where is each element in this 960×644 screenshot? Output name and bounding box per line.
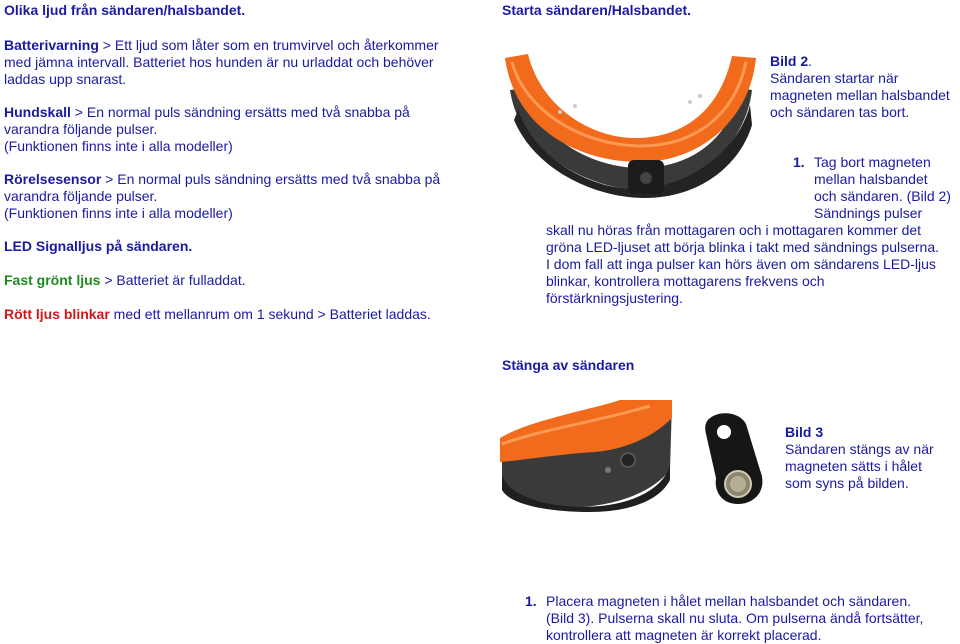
- start-heading: Starta sändaren/Halsbandet.: [502, 2, 692, 18]
- figure-2-title-dot: .: [808, 53, 813, 69]
- step-1-line: Sändnings pulser: [814, 205, 923, 221]
- bark-title: Hundskall: [4, 104, 71, 120]
- motion-sensor-text: varandra följande pulser.: [4, 188, 158, 204]
- step-2-line: (Bild 3). Pulserna skall nu sluta. Om pulserna ändå fortsätter,: [546, 610, 924, 626]
- figure-2-text: magneten mellan halsbandet: [770, 87, 950, 103]
- step-2-line: kontrollera att magneten är korrekt placerad.: [546, 627, 822, 643]
- figure-2-title: Bild 2: [770, 53, 809, 69]
- step-1-line: I dom fall att inga pulser kan hörs även om sändarens LED-ljus: [546, 256, 936, 272]
- red-light-line: [4, 306, 474, 323]
- step-1-line: Tag bort magneten: [814, 154, 931, 170]
- magnet-image: [700, 410, 770, 506]
- motion-sensor-text: > En normal puls sändning ersätts med två snabba på: [101, 171, 441, 187]
- led-heading: LED Signalljus på sändaren.: [4, 238, 193, 254]
- motion-sensor-note: (Funktionen finns inte i alla modeller): [4, 205, 233, 221]
- figure-3-text: magneten sätts i hålet: [785, 458, 922, 474]
- figure-2-text: Sändaren startar när: [770, 70, 899, 86]
- step-1-line: och sändaren. (Bild 2): [814, 188, 951, 204]
- bark-note: (Funktionen finns inte i alla modeller): [4, 138, 233, 154]
- section-heading-sounds: Olika ljud från sändaren/halsbandet.: [4, 2, 246, 18]
- battery-warning-text: med jämna intervall. Batteriet hos hunden är nu urladdat och behöver: [4, 54, 434, 70]
- step-1-line: blinkar, kontrollera mottagarens frekvens och: [546, 273, 825, 289]
- step-1-line: gröna LED-ljuset att börja blinka i takt med sändnings pulserna.: [546, 239, 939, 255]
- battery-warning-text: laddas upp snarast.: [4, 71, 127, 87]
- step-1-line: skall nu höras från mottagaren och i mottagaren kommer det: [546, 222, 922, 238]
- step-1-number: 1.: [793, 154, 805, 170]
- red-light-text: med ett mellanrum om 1 sekund > Batteriet laddas.: [109, 306, 431, 322]
- figure-2-caption: [770, 53, 960, 121]
- step-1-continuation: [546, 222, 960, 307]
- figure-3-caption: [785, 424, 960, 492]
- stop-heading: Stänga av sändaren: [502, 357, 635, 373]
- bark-text: > En normal puls sändning ersätts med två snabba på: [70, 104, 410, 120]
- bark-paragraph: [4, 104, 474, 155]
- figure-2-text: och sändaren tas bort.: [770, 104, 910, 120]
- battery-warning-title: Batterivarning: [4, 37, 99, 53]
- green-light-line: [4, 272, 474, 289]
- motion-sensor-title: Rörelsesensor: [4, 171, 102, 187]
- motion-sensor-paragraph: [4, 171, 474, 222]
- step-2-line: Placera magneten i hålet mellan halsbandet och sändaren.: [546, 593, 912, 609]
- bark-text: varandra följande pulser.: [4, 121, 158, 137]
- collar-transmitter-image: [500, 50, 762, 200]
- step-1-text: [814, 154, 960, 222]
- green-light-text: > Batteriet är fulladdat.: [100, 272, 246, 288]
- step-2-text: [546, 593, 960, 644]
- figure-3-title: Bild 3: [785, 424, 824, 440]
- step-2-number: 1.: [525, 593, 537, 609]
- figure-3-text: Sändaren stängs av när: [785, 441, 934, 457]
- step-1-line: förstärkningsjustering.: [546, 290, 683, 306]
- green-light-label: Fast grönt ljus: [4, 272, 101, 288]
- battery-warning-paragraph: [4, 37, 474, 88]
- step-1-line: mellan halsbandet: [814, 171, 928, 187]
- collar-closeup-image: [500, 400, 678, 512]
- red-light-label: Rött ljus blinkar: [4, 306, 110, 322]
- battery-warning-text: > Ett ljud som låter som en trumvirvel och återkommer: [98, 37, 439, 53]
- figure-3-text: som syns på bilden.: [785, 475, 909, 491]
